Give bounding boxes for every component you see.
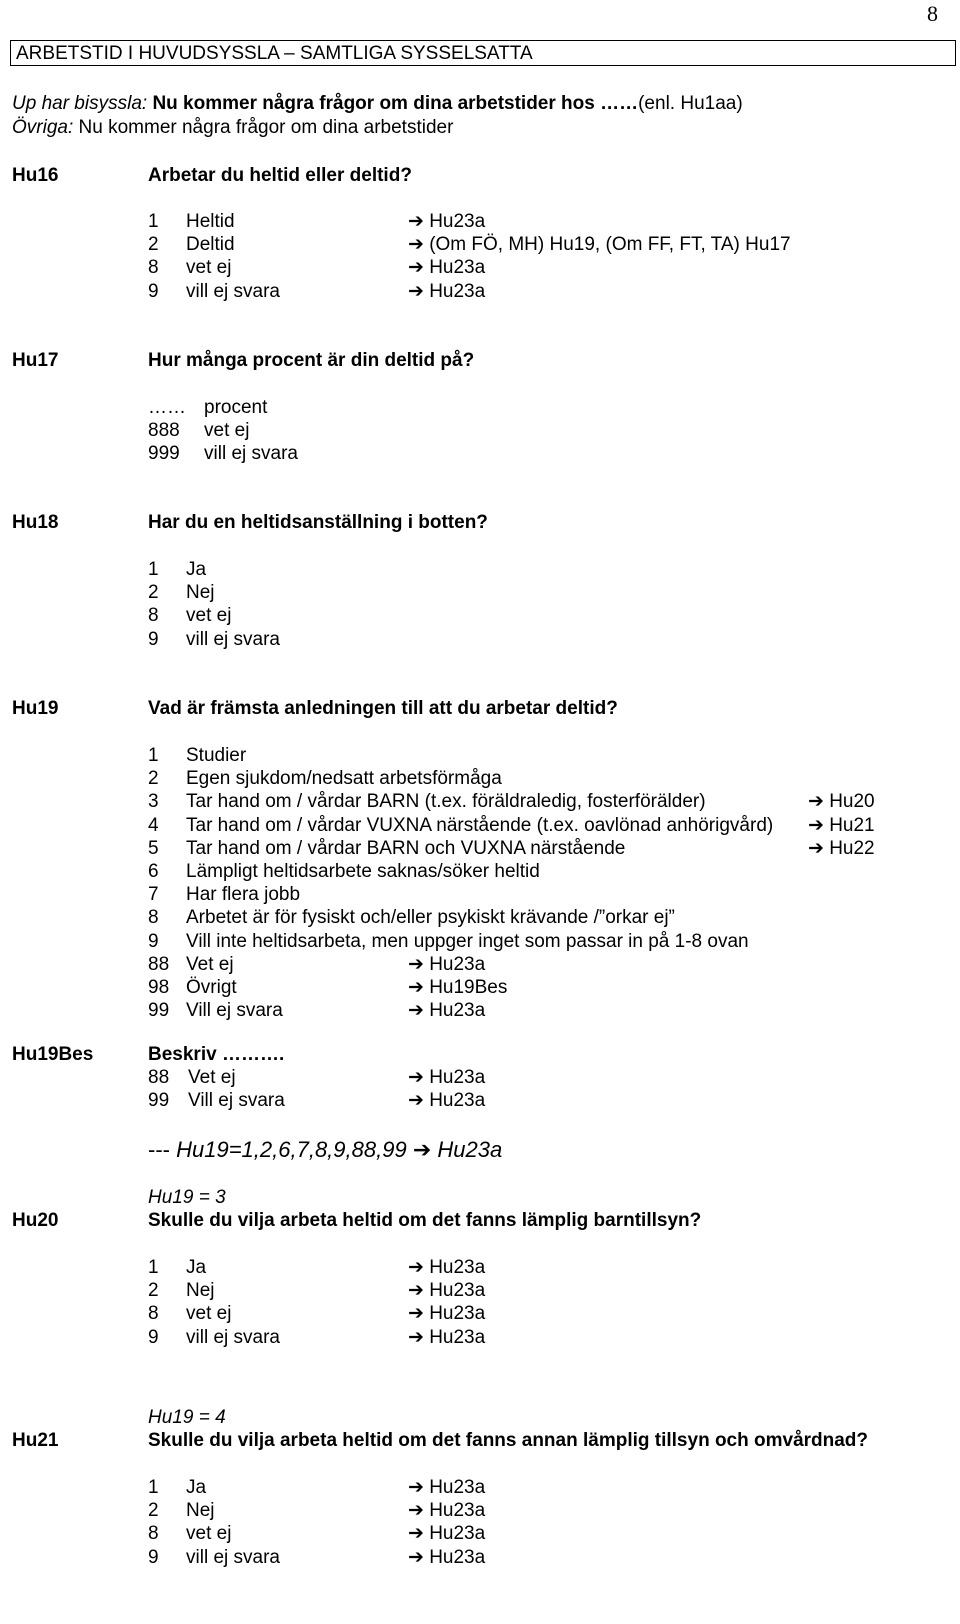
arrow-right-icon: ➔ <box>408 977 424 998</box>
arrow-right-icon: ➔ <box>408 1500 424 1521</box>
filter-prefix: --- <box>148 1137 170 1162</box>
option-goto-target: Hu23a <box>429 1090 486 1111</box>
option-code: 1 <box>148 559 159 580</box>
option-goto <box>408 1302 485 1326</box>
option-goto <box>408 1499 485 1523</box>
option-goto <box>408 1066 485 1090</box>
option-row <box>0 628 960 652</box>
option-code: 5 <box>148 838 159 859</box>
option-row <box>0 883 960 907</box>
option-code: 8 <box>148 605 159 626</box>
arrow-right-icon: ➔ <box>408 257 424 278</box>
option-goto <box>408 976 507 1000</box>
option-goto <box>408 1256 485 1280</box>
option-goto <box>408 1476 485 1500</box>
option-row <box>0 1066 960 1090</box>
intro-text-2: Nu kommer några frågor om dina arbetstider <box>78 117 454 138</box>
option-goto <box>408 233 791 257</box>
question-text-hu21: Skulle du vilja arbeta heltid om det fanns annan lämplig tillsyn och omvårdnad? <box>148 1430 869 1451</box>
option-goto-target: Hu23a <box>429 954 486 975</box>
option-label: vet ej <box>204 420 250 441</box>
option-label: vill ej svara <box>204 443 298 464</box>
option-label: Lämpligt heltidsarbete saknas/söker heltid <box>186 861 540 882</box>
arrow-right-icon: ➔ <box>408 1523 424 1544</box>
option-code: 1 <box>148 1477 159 1498</box>
option-label: Ja <box>186 559 207 580</box>
option-code: 6 <box>148 861 159 882</box>
arrow-right-icon: ➔ <box>408 1067 424 1088</box>
question-text-hu20: Skulle du vilja arbeta heltid om det fanns lämplig barntillsyn? <box>148 1210 702 1231</box>
arrow-right-icon: ➔ <box>808 815 824 836</box>
filter-condition: Hu19=1,2,6,7,8,9,88,99 <box>176 1137 407 1162</box>
intro-ref-1: (enl. Hu1aa) <box>638 93 743 114</box>
arrow-right-icon: ➔ <box>408 1327 424 1348</box>
option-row <box>0 744 960 768</box>
option-label: Övrigt <box>186 977 237 998</box>
option-row <box>0 604 960 628</box>
question-text-hu19bes: Beskriv ………. <box>148 1044 285 1065</box>
arrow-right-icon: ➔ <box>412 1137 432 1162</box>
option-row <box>0 837 960 861</box>
option-goto-target: Hu23a <box>429 211 486 232</box>
option-label: Deltid <box>186 234 235 255</box>
question-id-hu16: Hu16 <box>12 165 59 186</box>
option-label: Egen sjukdom/nedsatt arbetsförmåga <box>186 768 502 789</box>
option-row <box>0 767 960 791</box>
intro-text-1: Nu kommer några frågor om dina arbetstider hos …… <box>152 93 639 114</box>
option-label: Tar hand om / vårdar VUXNA närstående (t.ex. oavlönad anhörigvård) <box>186 815 774 836</box>
option-code: 2 <box>148 582 159 603</box>
option-code: 1 <box>148 211 159 232</box>
option-goto <box>408 280 485 304</box>
option-label: vet ej <box>186 257 232 278</box>
option-goto <box>408 1089 485 1113</box>
option-row <box>0 1499 960 1523</box>
option-goto <box>408 210 485 234</box>
option-label: Vet ej <box>186 954 234 975</box>
option-goto-target: Hu23a <box>429 1000 486 1021</box>
option-code: 8 <box>148 1303 159 1324</box>
option-goto-target: Hu23a <box>429 1257 486 1278</box>
option-label: procent <box>204 397 268 418</box>
filter-goto: Hu23a <box>437 1137 503 1162</box>
option-code: 8 <box>148 257 159 278</box>
option-label: Nej <box>186 582 215 603</box>
option-code: 8 <box>148 1523 159 1544</box>
intro-label-1: Up har bisyssla: <box>12 93 148 114</box>
option-goto-target: Hu23a <box>429 1303 486 1324</box>
option-code: 2 <box>148 1500 159 1521</box>
option-code: 888 <box>148 420 180 441</box>
option-row <box>0 1522 960 1546</box>
option-code: 99 <box>148 1000 170 1021</box>
arrow-right-icon: ➔ <box>408 1257 424 1278</box>
option-row <box>0 558 960 582</box>
option-label: Nej <box>186 1500 215 1521</box>
arrow-right-icon: ➔ <box>408 1547 424 1568</box>
option-goto-target: Hu22 <box>829 838 875 859</box>
option-row <box>0 233 960 257</box>
option-label: Vill ej svara <box>188 1090 285 1111</box>
question-id-hu18: Hu18 <box>12 512 59 533</box>
option-label: vet ej <box>186 605 232 626</box>
question-id-hu19: Hu19 <box>12 698 59 719</box>
intro-line-1 <box>12 92 743 116</box>
option-row <box>0 1546 960 1570</box>
option-row <box>0 906 960 930</box>
arrow-right-icon: ➔ <box>408 1090 424 1111</box>
option-code: 9 <box>148 931 159 952</box>
option-label: Ja <box>186 1257 207 1278</box>
section-header <box>10 40 956 66</box>
option-goto <box>408 1279 485 1303</box>
option-code: 9 <box>148 1547 159 1568</box>
option-label: vill ej svara <box>186 629 280 650</box>
question-text-hu18: Har du en heltidsanställning i botten? <box>148 512 488 533</box>
option-row <box>0 814 960 838</box>
option-goto-target: Hu23a <box>429 1477 486 1498</box>
option-code: 2 <box>148 768 159 789</box>
question-id-hu19bes: Hu19Bes <box>12 1044 94 1065</box>
option-code: 999 <box>148 443 180 464</box>
option-code: 4 <box>148 815 159 836</box>
arrow-right-icon: ➔ <box>808 791 824 812</box>
option-goto <box>408 999 485 1023</box>
option-label: Studier <box>186 745 247 766</box>
option-goto <box>808 837 875 861</box>
option-row <box>0 442 960 466</box>
option-row <box>0 1279 960 1303</box>
option-label: vill ej svara <box>186 1327 280 1348</box>
option-code: 1 <box>148 1257 159 1278</box>
option-goto-target: Hu23a <box>429 1547 486 1568</box>
option-goto <box>808 790 875 814</box>
option-row <box>0 1089 960 1113</box>
option-code: 7 <box>148 884 159 905</box>
option-label: Har flera jobb <box>186 884 301 905</box>
intro-line-2 <box>12 116 453 140</box>
option-goto-target: Hu19Bes <box>429 977 508 998</box>
option-label: Vill inte heltidsarbeta, men uppger inget som passar in på 1-8 ovan <box>186 931 749 952</box>
option-label: Tar hand om / vårdar BARN och VUXNA närstående <box>186 838 626 859</box>
option-goto <box>408 1326 485 1350</box>
question-text-hu19: Vad är främsta anledningen till att du arbetar deltid? <box>148 698 618 719</box>
option-row <box>0 1326 960 1350</box>
option-goto <box>408 1546 485 1570</box>
option-row <box>0 860 960 884</box>
option-code: 2 <box>148 1280 159 1301</box>
question-text-hu16: Arbetar du heltid eller deltid? <box>148 165 412 186</box>
section-title: ARBETSTID I HUVUDSYSSLA – SAMTLIGA SYSSELSATTA <box>16 43 533 64</box>
option-row <box>0 999 960 1023</box>
option-goto-target: Hu23a <box>429 1327 486 1348</box>
option-code: 9 <box>148 1327 159 1348</box>
option-code: 2 <box>148 234 159 255</box>
option-label: vet ej <box>186 1303 232 1324</box>
option-code: 9 <box>148 281 159 302</box>
condition-hu20: Hu19 = 3 <box>148 1187 226 1208</box>
option-goto <box>408 1522 485 1546</box>
option-row <box>0 396 960 420</box>
option-code: 99 <box>148 1090 170 1111</box>
filter-line <box>148 1136 502 1164</box>
option-goto <box>808 814 875 838</box>
option-label: Ja <box>186 1477 207 1498</box>
option-label: vill ej svara <box>186 281 280 302</box>
option-label: Heltid <box>186 211 235 232</box>
option-row <box>0 976 960 1000</box>
option-row <box>0 581 960 605</box>
option-goto-target: Hu21 <box>829 815 875 836</box>
question-id-hu20: Hu20 <box>12 1210 59 1231</box>
question-text-hu17: Hur många procent är din deltid på? <box>148 350 475 371</box>
option-row <box>0 1476 960 1500</box>
option-row <box>0 280 960 304</box>
option-label: Tar hand om / vårdar BARN (t.ex. föräldraledig, fosterförälder) <box>186 791 706 812</box>
option-label: Vet ej <box>188 1067 236 1088</box>
option-row <box>0 1302 960 1326</box>
arrow-right-icon: ➔ <box>408 1000 424 1021</box>
option-goto-target: Hu23a <box>429 1067 486 1088</box>
option-code: …… <box>148 397 186 418</box>
arrow-right-icon: ➔ <box>408 1477 424 1498</box>
arrow-right-icon: ➔ <box>408 954 424 975</box>
option-goto-target: Hu23a <box>429 281 486 302</box>
arrow-right-icon: ➔ <box>408 1280 424 1301</box>
option-goto <box>408 256 485 280</box>
option-row <box>0 930 960 954</box>
arrow-right-icon: ➔ <box>408 234 424 255</box>
option-goto-target: Hu23a <box>429 1500 486 1521</box>
option-goto-target: Hu23a <box>429 257 486 278</box>
option-code: 9 <box>148 629 159 650</box>
option-label: Nej <box>186 1280 215 1301</box>
option-row <box>0 790 960 814</box>
arrow-right-icon: ➔ <box>408 211 424 232</box>
option-goto-target: Hu23a <box>429 1280 486 1301</box>
condition-hu21: Hu19 = 4 <box>148 1407 226 1428</box>
option-row <box>0 210 960 234</box>
question-id-hu17: Hu17 <box>12 350 59 371</box>
option-label: vill ej svara <box>186 1547 280 1568</box>
page-number: 8 <box>927 1 938 26</box>
option-goto-target: (Om FÖ, MH) Hu19, (Om FF, FT, TA) Hu17 <box>429 234 791 255</box>
intro-label-2: Övriga: <box>12 117 74 138</box>
option-code: 88 <box>148 954 170 975</box>
option-row <box>0 1256 960 1280</box>
option-code: 1 <box>148 745 159 766</box>
option-row <box>0 953 960 977</box>
question-id-hu21: Hu21 <box>12 1430 59 1451</box>
option-code: 98 <box>148 977 170 998</box>
option-label: Vill ej svara <box>186 1000 283 1021</box>
option-code: 8 <box>148 907 159 928</box>
option-code: 3 <box>148 791 159 812</box>
arrow-right-icon: ➔ <box>808 838 824 859</box>
option-row <box>0 256 960 280</box>
option-goto <box>408 953 485 977</box>
option-label: Arbetet är för fysiskt och/eller psykiskt krävande /”orkar ej” <box>186 907 675 928</box>
option-goto-target: Hu23a <box>429 1523 486 1544</box>
option-row <box>0 419 960 443</box>
option-label: vet ej <box>186 1523 232 1544</box>
arrow-right-icon: ➔ <box>408 1303 424 1324</box>
option-goto-target: Hu20 <box>829 791 875 812</box>
arrow-right-icon: ➔ <box>408 281 424 302</box>
option-code: 88 <box>148 1067 170 1088</box>
